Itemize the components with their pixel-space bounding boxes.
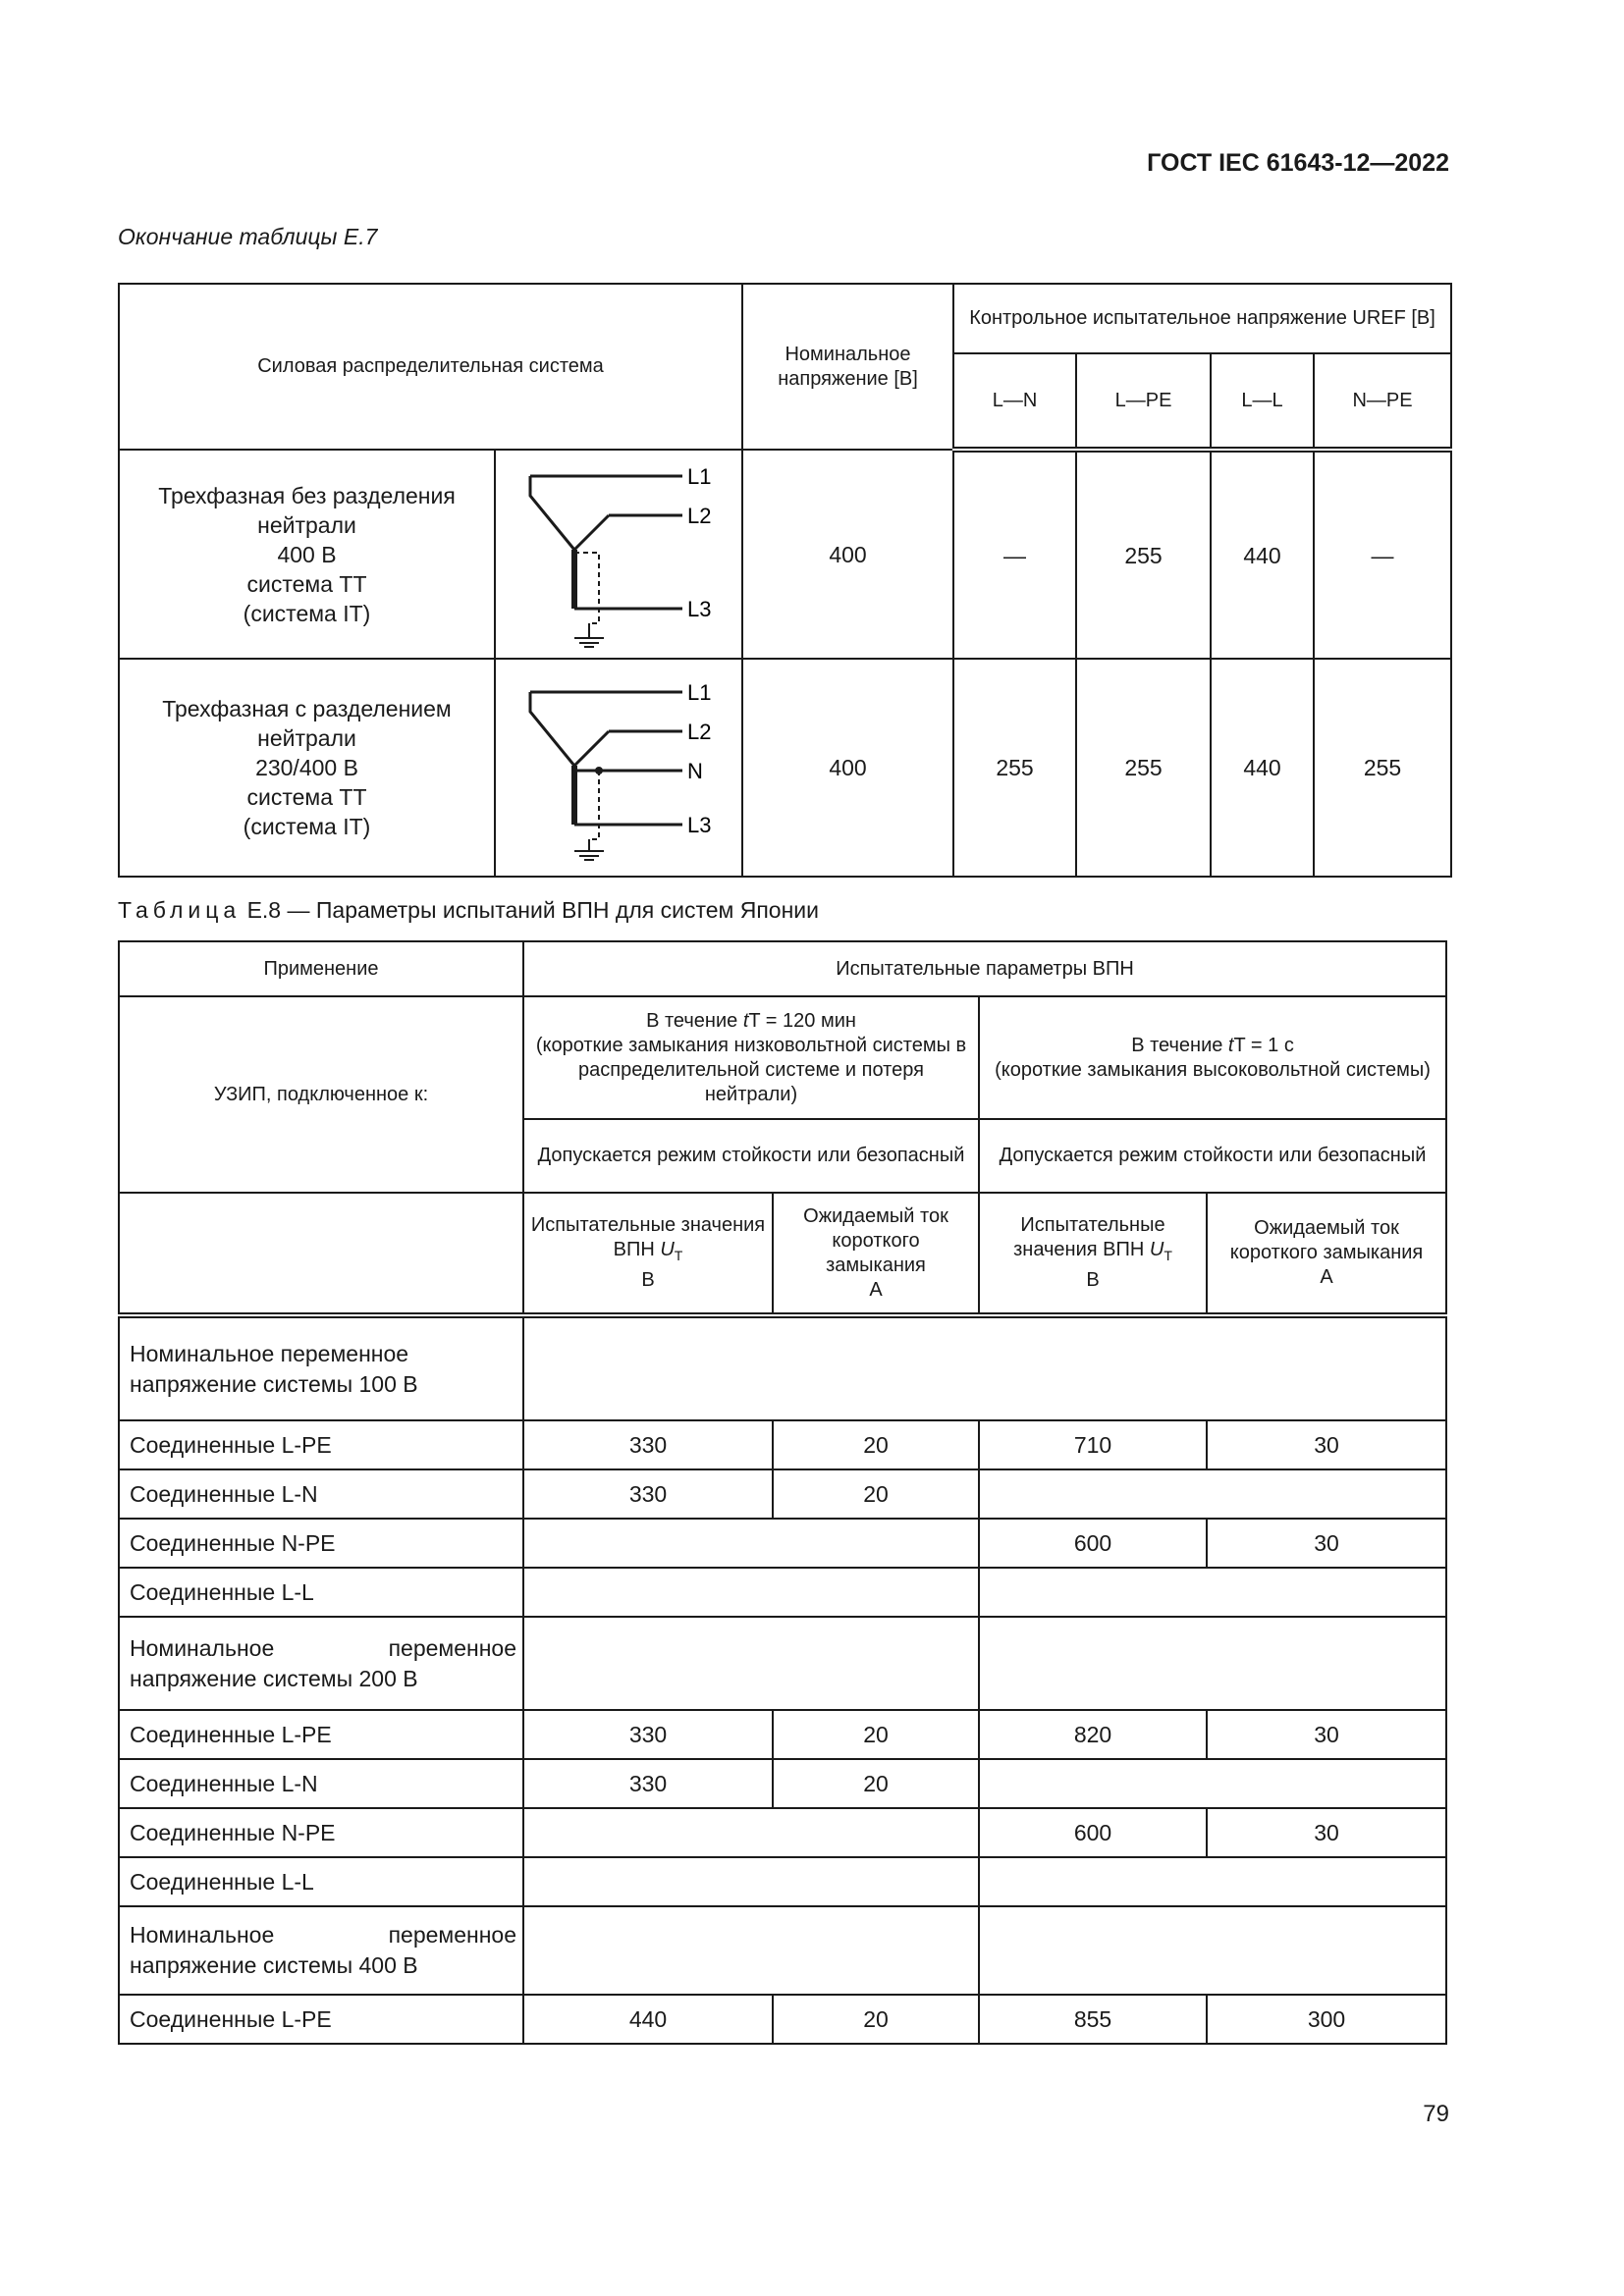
phase-label: L2 xyxy=(687,503,712,528)
wire-l2 xyxy=(574,731,609,766)
header-spd: УЗИП, подключенное к: xyxy=(119,996,523,1193)
system-diagram-cell xyxy=(495,450,742,659)
table-row xyxy=(119,1617,1446,1710)
phase-label: L3 xyxy=(687,812,712,837)
system-line: система ТТ xyxy=(246,784,367,810)
cell-value: 30 xyxy=(1207,1710,1446,1759)
row-label: Соединенные L-PE xyxy=(119,1995,523,2044)
table-row xyxy=(119,1315,1446,1420)
three-phase-wiring-diagram xyxy=(520,461,717,648)
page-number: 79 xyxy=(1423,2101,1449,2127)
table-e8 xyxy=(118,940,1447,2045)
header-test-params: Испытательные параметры ВПН xyxy=(523,941,1446,996)
cell-value: 30 xyxy=(1207,1420,1446,1469)
impedance-path xyxy=(589,771,599,839)
header-duration-120min: В течение tT = 120 мин (короткие замыкания низковольтной системы в распределительной системе и потеря нейтрали) xyxy=(523,996,979,1119)
group-title: Номинальное переменное напряжение системы 200 В xyxy=(119,1617,523,1710)
row-label: Соединенные L-N xyxy=(119,1759,523,1808)
header-short-circuit-1: Ожидаемый ток короткого замыкания А xyxy=(773,1193,979,1315)
header-mode-hv: Допускается режим стойкости или безопасный xyxy=(979,1119,1446,1193)
empty-cell xyxy=(523,1519,979,1568)
empty-cell xyxy=(979,1906,1446,1995)
group-title: Номинальное переменное напряжение системы 100 В xyxy=(119,1315,523,1420)
table-row xyxy=(119,1469,1446,1519)
row-label: Соединенные L-L xyxy=(119,1857,523,1906)
table-row xyxy=(119,1995,1446,2044)
phase-label: L1 xyxy=(687,463,712,489)
empty-cell xyxy=(979,1857,1446,1906)
sub-header-l-n: L—N xyxy=(953,353,1076,450)
header-empty xyxy=(119,1193,523,1315)
table-row xyxy=(119,1759,1446,1808)
three-phase-neutral-wiring-diagram xyxy=(520,672,717,864)
header-mode-lv: Допускается режим стойкости или безопасный xyxy=(523,1119,979,1193)
header-application: Применение xyxy=(119,941,523,996)
nominal-voltage: 400 xyxy=(742,450,953,659)
empty-cell xyxy=(979,1759,1446,1808)
empty-cell xyxy=(523,1617,979,1710)
group-title: Номинальное переменное напряжение системы 400 В xyxy=(119,1906,523,1995)
system-line: система ТТ xyxy=(246,570,367,597)
empty-cell xyxy=(979,1617,1446,1710)
table-row xyxy=(119,1519,1446,1568)
value-l-pe: 255 xyxy=(1076,450,1211,659)
cell-value: 330 xyxy=(523,1420,773,1469)
cell-value: 600 xyxy=(979,1519,1207,1568)
table-row xyxy=(119,1808,1446,1857)
row-label: Соединенные L-PE xyxy=(119,1710,523,1759)
cell-value: 855 xyxy=(979,1995,1207,2044)
cell-value: 30 xyxy=(1207,1808,1446,1857)
value-l-pe: 255 xyxy=(1076,659,1211,877)
row-label: Соединенные L-PE xyxy=(119,1420,523,1469)
col-header-nominal: Номинальное напряжение [В] xyxy=(742,284,953,450)
system-line: нейтрали xyxy=(257,725,356,751)
empty-cell xyxy=(523,1568,979,1617)
empty-cell xyxy=(523,1906,979,1995)
system-line: 400 В xyxy=(277,541,337,567)
cell-value: 710 xyxy=(979,1420,1207,1469)
empty-cell xyxy=(979,1568,1446,1617)
table-row xyxy=(119,1857,1446,1906)
caption-prefix: Таблица xyxy=(118,897,242,923)
phase-label: L1 xyxy=(687,679,712,705)
empty-cell xyxy=(523,1315,1446,1420)
phase-label: L3 xyxy=(687,596,712,621)
empty-cell xyxy=(979,1469,1446,1519)
table-continuation-caption: Окончание таблицы Е.7 xyxy=(118,224,378,249)
table-row xyxy=(119,1420,1446,1469)
col-header-ref-voltage: Контрольное испытательное напряжение UREF [В] xyxy=(953,284,1451,353)
cell-value: 20 xyxy=(773,1710,979,1759)
caption-text: Е.8 — Параметры испытаний ВПН для систем Японии xyxy=(246,897,819,923)
wire-l1 xyxy=(530,476,574,550)
empty-cell xyxy=(523,1857,979,1906)
table-row xyxy=(119,1906,1446,1995)
system-line: (система IT) xyxy=(243,600,371,626)
table-row xyxy=(119,1568,1446,1617)
cell-value: 330 xyxy=(523,1759,773,1808)
value-l-n: 255 xyxy=(953,659,1076,877)
sub-header-l-pe: L—PE xyxy=(1076,353,1211,450)
table-e8-caption xyxy=(118,897,819,924)
cell-value: 440 xyxy=(523,1995,773,2044)
table-row xyxy=(119,1710,1446,1759)
row-label: Соединенные L-N xyxy=(119,1469,523,1519)
wire-l2 xyxy=(574,515,609,550)
impedance-path xyxy=(574,553,599,623)
table-e7 xyxy=(118,283,1452,878)
cell-value: 20 xyxy=(773,1420,979,1469)
system-line: нейтрали xyxy=(257,511,356,538)
header-test-voltage-2: Испытательные значения ВПН $U_T$ В xyxy=(979,1193,1207,1315)
wire-l1 xyxy=(530,692,574,766)
system-line: Трехфазная без разделения xyxy=(158,482,456,508)
cell-value: 330 xyxy=(523,1469,773,1519)
row-label: Соединенные L-L xyxy=(119,1568,523,1617)
sub-header-l-l: L—L xyxy=(1211,353,1314,450)
system-line: (система IT) xyxy=(243,814,371,839)
cell-value: 330 xyxy=(523,1710,773,1759)
sub-header-n-pe: N—PE xyxy=(1314,353,1451,450)
value-l-n: — xyxy=(953,450,1076,659)
cell-value: 600 xyxy=(979,1808,1207,1857)
col-header-system: Силовая распределительная система xyxy=(119,284,742,450)
row-label: Соединенные N-PE xyxy=(119,1519,523,1568)
value-l-l: 440 xyxy=(1211,450,1314,659)
value-n-pe: 255 xyxy=(1314,659,1451,877)
cell-value: 20 xyxy=(773,1995,979,2044)
cell-value: 30 xyxy=(1207,1519,1446,1568)
empty-cell xyxy=(523,1808,979,1857)
cell-value: 820 xyxy=(979,1710,1207,1759)
row-label: Соединенные N-PE xyxy=(119,1808,523,1857)
system-description xyxy=(119,659,495,877)
cell-value: 20 xyxy=(773,1759,979,1808)
header-test-voltage-1: Испытательные значения ВПН $U_T$ В xyxy=(523,1193,773,1315)
cell-value: 300 xyxy=(1207,1995,1446,2044)
nominal-voltage: 400 xyxy=(742,659,953,877)
system-line: Трехфазная с разделением xyxy=(162,696,452,721)
document-standard-header: ГОСТ IEC 61643-12—2022 xyxy=(1147,149,1449,177)
header-short-circuit-2: Ожидаемый ток короткого замыкания А xyxy=(1207,1193,1446,1315)
header-duration-1s: В течение tT = 1 с (короткие замыкания высоковольтной системы) xyxy=(979,996,1446,1119)
phase-label: N xyxy=(687,758,703,783)
system-diagram-cell xyxy=(495,659,742,877)
system-description xyxy=(119,450,495,659)
cell-value: 20 xyxy=(773,1469,979,1519)
value-n-pe: — xyxy=(1314,450,1451,659)
value-l-l: 440 xyxy=(1211,659,1314,877)
system-line: 230/400 В xyxy=(255,755,358,780)
phase-label: L2 xyxy=(687,719,712,744)
